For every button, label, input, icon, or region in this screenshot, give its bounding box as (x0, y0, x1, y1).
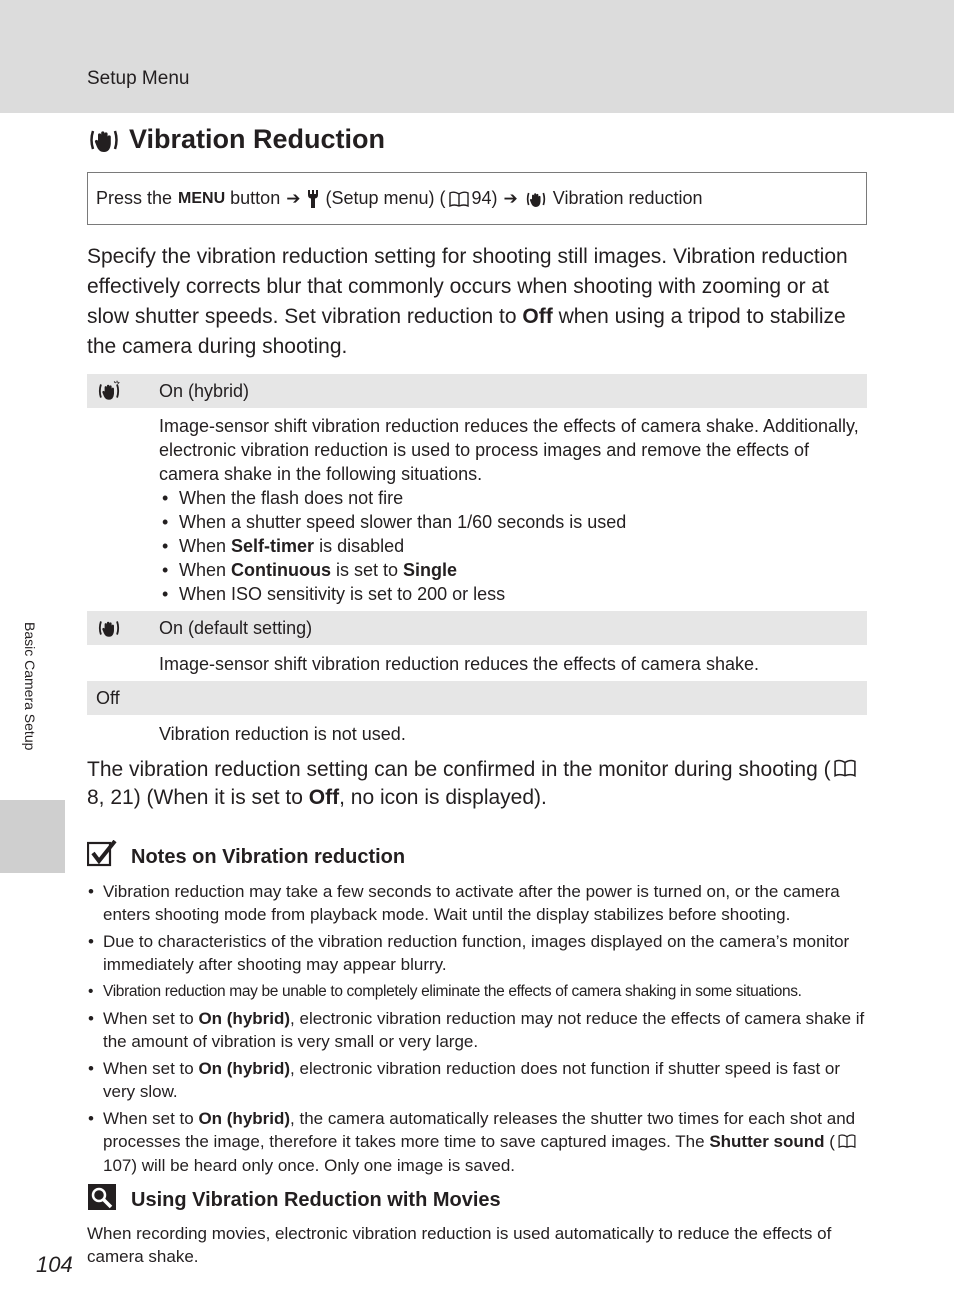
arrow-right-icon: ➔ (286, 188, 301, 208)
arrow-right-icon: ➔ (503, 188, 518, 208)
page-number: 104 (36, 1252, 73, 1277)
notes-list (87, 880, 872, 1181)
movies-heading (87, 1183, 501, 1217)
list-item: • When the flash does not fire (159, 486, 859, 510)
option-row-off (87, 681, 867, 715)
text-bold: Self-timer (231, 536, 315, 556)
text-bold: On (hybrid) (198, 1009, 291, 1028)
text: , electronic vibration reduction does not function if shutter speed is fast or very slow. (103, 1059, 841, 1101)
intro-off: Off (522, 305, 553, 328)
book-reference-icon (449, 191, 469, 207)
hybrid-situations-list (159, 486, 859, 606)
nav-target-text: Vibration reduction (552, 188, 703, 208)
list-item: • When ISO sensitivity is set to 200 or less (159, 582, 859, 606)
text: is set to (331, 560, 404, 580)
title-text: Vibration Reduction (129, 124, 386, 154)
menu-path-box (87, 172, 867, 225)
notes-title: Notes on Vibration reduction (131, 845, 406, 868)
notes-heading (87, 840, 405, 874)
nav-press-text: Press the (96, 188, 173, 208)
header-band (0, 0, 954, 113)
nav-setup-text: (Setup menu) ( (325, 188, 446, 208)
text: When (179, 536, 232, 556)
text-bold: Continuous (231, 560, 332, 580)
vr-hybrid-icon (87, 380, 159, 402)
text-bold: On (hybrid) (198, 1059, 291, 1078)
book-reference-icon (838, 1131, 856, 1154)
option-label-off: Off (96, 687, 120, 708)
confirm-text-1: The vibration reduction setting can be confirmed in the monitor during shooting ( (87, 758, 831, 781)
intro-text-2: when using a tripod to stabilize the camera during shooting. (87, 305, 846, 358)
list-item: • When a shutter speed slower than 1/60 seconds is used (159, 510, 859, 534)
text: When set to (103, 1109, 199, 1128)
text: ( (824, 1132, 835, 1151)
option-desc-off: Vibration reduction is not used. (159, 724, 406, 744)
page-title (87, 124, 385, 155)
list-item: • Vibration reduction may be unable to completely eliminate the effects of camera shaking in some situations. (87, 980, 872, 1003)
option-desc-on: Image-sensor shift vibration reduction reduces the effects of camera shake. (159, 654, 759, 674)
side-section-label: Basic Camera Setup (22, 622, 38, 751)
list-item (87, 1107, 872, 1177)
option-row-on (87, 611, 867, 645)
option-row-hybrid (87, 374, 867, 408)
side-tab (0, 800, 65, 873)
nav-page-text: 94) (471, 188, 498, 208)
vibration-reduction-icon (87, 125, 121, 155)
book-reference-icon (834, 757, 856, 784)
nav-button-text: button (230, 188, 281, 208)
text-bold: Shutter sound (709, 1132, 825, 1151)
list-item: • Vibration reduction may take a few seconds to activate after the power is turned on, or the camera enters shooting mode from playback mode. Wait until the display stabilizes before shooting. (87, 880, 872, 926)
menu-button-icon: MENU (178, 189, 226, 207)
movies-paragraph: When recording movies, electronic vibration reduction is used automatically to reduce the effects of camera shake. (87, 1224, 832, 1266)
confirm-paragraph (87, 756, 867, 811)
confirm-text-2: 8, 21) (When it is set to (87, 785, 309, 809)
hybrid-description: Image-sensor shift vibration reduction reduces the effects of camera shake. Additionally, electronic vibration reduction is used to process images and remove the effects of camera shake in the following situations. (159, 416, 859, 484)
list-item: • Due to characteristics of the vibration reduction function, images displayed on the camera’s monitor immediately after shooting may appear blurry. (87, 930, 872, 976)
option-label-on: On (default setting) (159, 617, 313, 638)
list-item (159, 534, 859, 558)
vr-on-icon (87, 617, 159, 639)
movies-title: Using Vibration Reduction with Movies (131, 1188, 501, 1211)
list-item (87, 1057, 872, 1103)
confirm-text-3: , no icon is displayed). (339, 785, 547, 809)
intro-text-1: Specify the vibration reduction setting for shooting still images. Vibration reduction effectively corrects blur that commonly occurs when shooting with zooming or at slow shutter speeds. Set vibration reduction to (87, 245, 848, 328)
list-item (87, 1007, 872, 1053)
section-header: Setup Menu (87, 68, 190, 89)
text: When (179, 560, 232, 580)
option-desc-hybrid (159, 414, 859, 606)
magnifier-tip-icon (87, 1183, 117, 1217)
text: When set to (103, 1009, 199, 1028)
text: 107) will be heard only once. Only one image is saved. (103, 1156, 516, 1176)
wrench-icon (306, 189, 320, 209)
text-bold: Single (403, 560, 458, 580)
option-label-hybrid: On (hybrid) (159, 380, 250, 401)
text: , electronic vibration reduction may not reduce the effects of camera shake if the amount of vibration is very small or very large. (103, 1009, 865, 1051)
vibration-reduction-icon (524, 189, 548, 209)
checkmark-note-icon (87, 840, 117, 874)
intro-paragraph (87, 242, 857, 362)
text-bold: On (hybrid) (198, 1109, 291, 1128)
confirm-off: Off (308, 785, 340, 809)
text: When set to (103, 1059, 199, 1078)
text: , the camera automatically releases the shutter two times for each shot and processes the image, therefore it takes more time to save captured images. The (103, 1109, 856, 1151)
text: is disabled (314, 536, 405, 556)
list-item (159, 558, 859, 582)
